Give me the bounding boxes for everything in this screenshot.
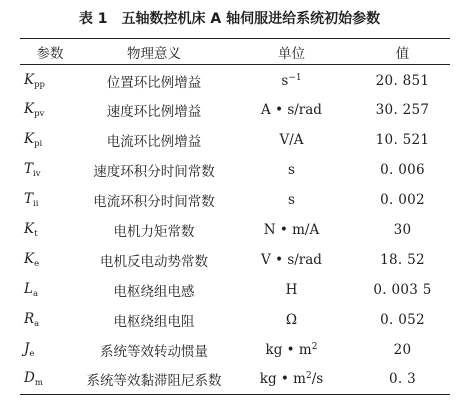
parameter-symbol <box>20 155 80 185</box>
unit <box>228 335 355 365</box>
unit <box>228 275 355 305</box>
table-row <box>20 185 450 215</box>
parameter-symbol <box>20 65 80 95</box>
unit-base: kg • m <box>259 371 306 388</box>
table-row <box>20 275 450 305</box>
parameter-symbol <box>20 215 80 245</box>
unit-superscript: 2 <box>311 341 318 352</box>
table-row <box>20 305 450 335</box>
value: 20 <box>393 341 412 358</box>
physical-meaning: 电流环比例增益 <box>106 133 202 150</box>
table-body <box>20 65 450 395</box>
value: 20. 851 <box>375 72 430 89</box>
unit <box>228 65 355 95</box>
parameter-symbol <box>20 335 80 365</box>
unit-base: s <box>288 191 295 208</box>
symbol-subscript: pi <box>34 138 43 149</box>
unit <box>228 155 355 185</box>
unit-base: N • m/A <box>263 221 320 238</box>
table-row <box>20 155 450 185</box>
value: 10. 521 <box>375 131 430 148</box>
unit-tail: /s <box>311 371 324 388</box>
symbol-letter: K <box>24 100 35 117</box>
unit <box>228 305 355 335</box>
symbol-subscript: a <box>34 318 40 329</box>
physical-meaning: 系统等效黏滞阻尼系数 <box>80 365 228 395</box>
symbol-letter: L <box>24 280 33 297</box>
table-row <box>20 335 450 365</box>
unit-superscript: −1 <box>288 72 302 83</box>
symbol-letter: R <box>24 310 35 327</box>
symbol-subscript: ii <box>33 198 39 209</box>
value: 18. 52 <box>380 251 425 268</box>
symbol-subscript: pv <box>34 108 45 119</box>
symbol-letter: K <box>24 130 35 147</box>
parameter-symbol <box>20 275 80 305</box>
physical-meaning: 电机力矩常数 <box>113 223 195 240</box>
header-row <box>20 39 450 65</box>
parameter-table <box>20 38 450 395</box>
unit-base: A • s/rad <box>261 101 322 118</box>
value: 0. 052 <box>380 311 425 328</box>
symbol-subscript: iv <box>33 168 41 179</box>
table-row <box>20 245 450 275</box>
header-value: 值 <box>355 39 450 65</box>
table-number: 表 1 <box>78 11 108 27</box>
table-row <box>20 95 450 125</box>
symbol-subscript: e <box>34 258 40 269</box>
symbol-letter: J <box>24 340 30 357</box>
table-title: 五轴数控机床 A 轴伺服进给系统初始参数 <box>121 11 381 27</box>
table-row <box>20 65 450 95</box>
table-row <box>20 365 450 395</box>
unit <box>228 245 355 275</box>
symbol-subscript: t <box>34 228 38 239</box>
physical-meaning: 电机反电动势常数 <box>100 253 208 270</box>
symbol-subscript: m <box>34 378 43 389</box>
header-unit: 单位 <box>228 39 355 65</box>
value: 0. 003 5 <box>373 281 432 298</box>
unit <box>228 125 355 155</box>
symbol-subscript: e <box>29 348 35 359</box>
unit-superscript: 2 <box>305 371 312 382</box>
unit-base: V • s/rad <box>261 251 322 268</box>
value: 30. 257 <box>375 101 430 118</box>
unit-base: s <box>288 161 295 178</box>
parameter-symbol <box>20 125 80 155</box>
header-meaning: 物理意义 <box>80 39 228 65</box>
unit-base: H <box>285 281 298 298</box>
symbol-subscript: a <box>32 288 39 299</box>
parameter-symbol <box>20 95 80 125</box>
parameter-symbol <box>20 245 80 275</box>
physical-meaning: 电流环积分时间常数 <box>93 193 215 210</box>
physical-meaning: 速度环比例增益 <box>106 103 202 120</box>
value: 30 <box>393 221 412 238</box>
table-row <box>20 125 450 155</box>
physical-meaning: 位置环比例增益 <box>106 74 202 91</box>
table-row <box>20 215 450 245</box>
unit-base: kg • m <box>265 341 312 358</box>
parameter-symbol <box>20 305 80 335</box>
symbol-letter: K <box>24 250 35 267</box>
symbol-subscript: pp <box>34 79 45 90</box>
value: 0. 006 <box>380 161 425 178</box>
unit-base: s <box>281 72 289 89</box>
table-caption <box>0 6 459 32</box>
unit-base: Ω <box>285 311 298 328</box>
value: 0. 002 <box>380 191 425 208</box>
header-parameter: 参数 <box>20 39 80 65</box>
symbol-letter: K <box>24 71 35 88</box>
unit-base: V/A <box>279 131 304 148</box>
unit <box>228 215 355 245</box>
symbol-letter: K <box>24 220 35 237</box>
unit <box>228 365 355 395</box>
unit <box>228 95 355 125</box>
parameter-symbol <box>20 365 80 395</box>
unit <box>228 185 355 215</box>
symbol-letter: T <box>24 190 34 207</box>
physical-meaning: 速度环积分时间常数 <box>93 163 215 180</box>
value: 0. 3 <box>355 365 450 395</box>
symbol-letter: D <box>24 370 35 387</box>
physical-meaning: 电枢绕组电感 <box>113 283 195 300</box>
physical-meaning: 电枢绕组电阻 <box>113 313 195 330</box>
physical-meaning: 系统等效转动惯量 <box>100 343 208 360</box>
parameter-symbol <box>20 185 80 215</box>
symbol-letter: T <box>24 160 34 177</box>
